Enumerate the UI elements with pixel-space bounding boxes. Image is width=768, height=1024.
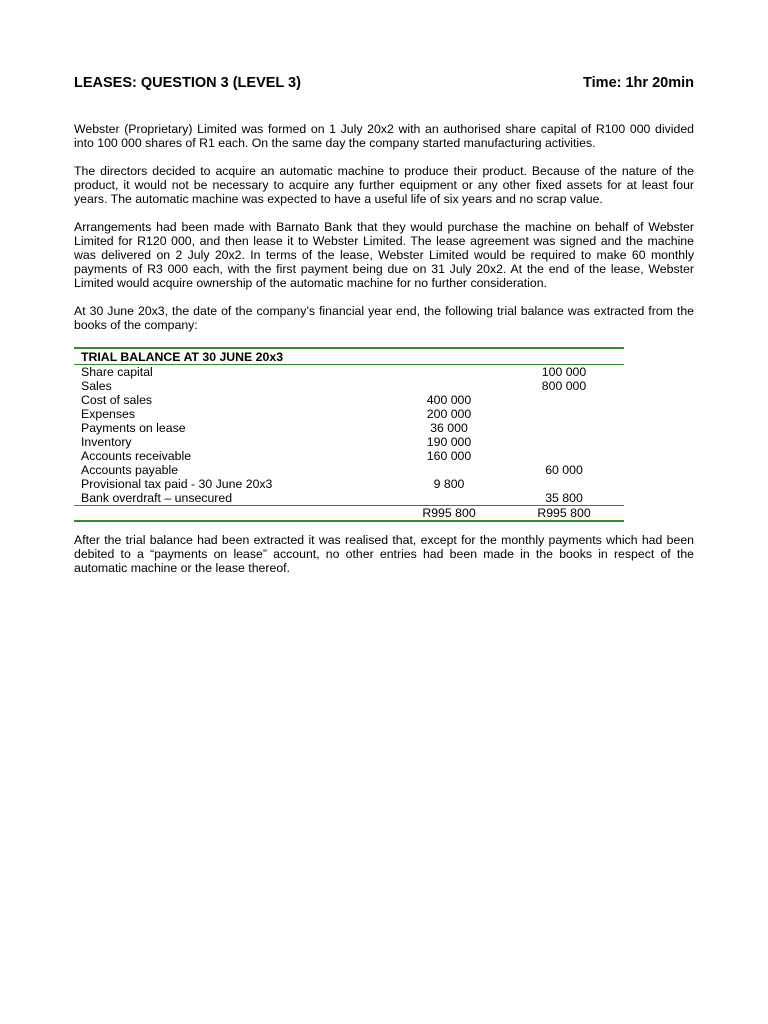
table-bottom-rule bbox=[74, 520, 624, 522]
row-label: Share capital bbox=[81, 365, 153, 379]
trial-balance-table bbox=[74, 347, 624, 522]
row-label: Expenses bbox=[81, 407, 136, 421]
total-debit: R995 800 bbox=[422, 506, 476, 520]
row-label: Accounts payable bbox=[81, 463, 179, 477]
question-header bbox=[74, 75, 694, 91]
total-credit: R995 800 bbox=[537, 506, 591, 520]
table-row bbox=[74, 477, 624, 491]
time-allowance: Time: 1hr 20min bbox=[583, 75, 694, 91]
table-row bbox=[74, 435, 624, 449]
row-debit: 160 000 bbox=[426, 449, 472, 463]
table-top-rule bbox=[74, 347, 624, 349]
row-credit: 35 800 bbox=[545, 491, 583, 505]
trial-balance-total-row bbox=[74, 506, 624, 520]
paragraph-machine: The directors decided to acquire an automatic machine to produce their product. Because of the nature of the product, it would not be necessary to acquire any further equipment or any other fixed assets for at least four years. The automatic machine was expected to have a useful life of six years and no scrap value. bbox=[74, 164, 694, 206]
question-title: LEASES: QUESTION 3 (LEVEL 3) bbox=[74, 75, 301, 91]
paragraph-intro: Webster (Proprietary) Limited was formed on 1 July 20x2 with an authorised share capital of R100 000 divided into 100 000 shares of R1 each. On the same day the company started manufacturing activities. bbox=[74, 122, 694, 150]
row-debit: 9 800 bbox=[433, 477, 465, 491]
table-row bbox=[74, 421, 624, 435]
row-debit: 36 000 bbox=[430, 421, 468, 435]
table-row bbox=[74, 365, 624, 379]
row-debit: 200 000 bbox=[426, 407, 472, 421]
paragraph-trial-balance-intro: At 30 June 20x3, the date of the company’s financial year end, the following trial balance was extracted from the books of the company: bbox=[74, 304, 694, 332]
trial-balance-rows bbox=[74, 365, 624, 505]
row-label: Cost of sales bbox=[81, 393, 153, 407]
row-credit: 100 000 bbox=[541, 365, 587, 379]
paragraph-after-trial-balance: After the trial balance had been extracted it was realised that, except for the monthly payments which had been debited to a “payments on lease” account, no other entries had been made in the books in respect of the automatic machine or the lease thereof. bbox=[74, 533, 694, 575]
row-label: Provisional tax paid - 30 June 20x3 bbox=[81, 477, 273, 491]
row-label: Payments on lease bbox=[81, 421, 186, 435]
row-debit: 190 000 bbox=[426, 435, 472, 449]
row-credit: 60 000 bbox=[545, 463, 583, 477]
table-row bbox=[74, 393, 624, 407]
trial-balance-title: TRIAL BALANCE AT 30 JUNE 20x3 bbox=[81, 350, 284, 364]
paragraph-lease: Arrangements had been made with Barnato Bank that they would purchase the machine on behalf of Webster Limited for R120 000, and then lease it to Webster Limited. The lease agreement was signed and the machine was delivered on 2 July 20x2. In terms of the lease, Webster Limited would be required to make 60 monthly payments of R3 000 each, with the first payment being due on 31 July 20x2. At the end of the lease, Webster Limited would acquire ownership of the automatic machine for no further consideration. bbox=[74, 220, 694, 290]
row-label: Bank overdraft – unsecured bbox=[81, 491, 233, 505]
table-row bbox=[74, 407, 624, 421]
table-row bbox=[74, 491, 624, 505]
row-label: Inventory bbox=[81, 435, 132, 449]
row-debit: 400 000 bbox=[426, 393, 472, 407]
table-row bbox=[74, 463, 624, 477]
row-label: Sales bbox=[81, 379, 112, 393]
table-row bbox=[74, 449, 624, 463]
row-credit: 800 000 bbox=[541, 379, 587, 393]
row-label: Accounts receivable bbox=[81, 449, 192, 463]
table-row bbox=[74, 379, 624, 393]
